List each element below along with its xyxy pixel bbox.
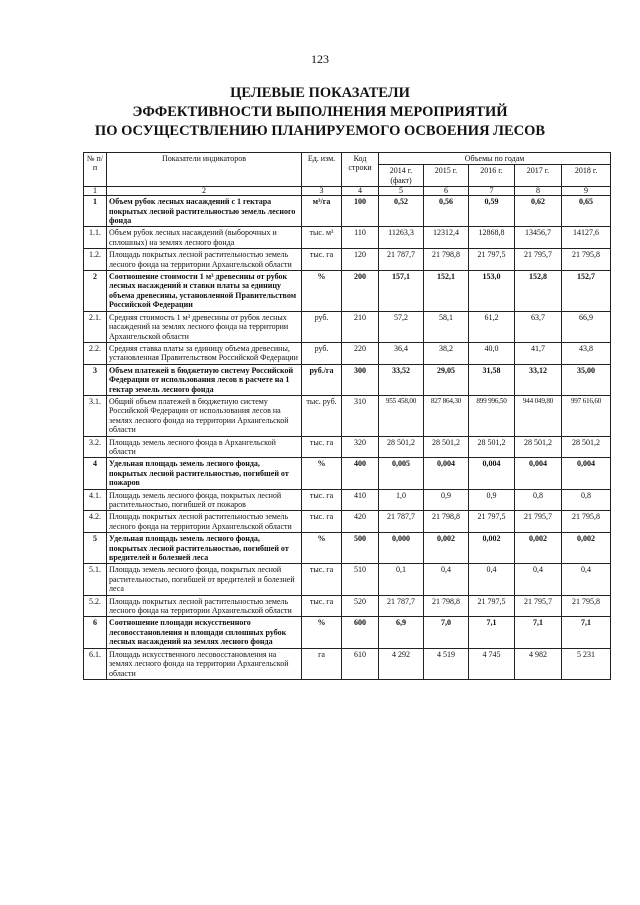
table-row <box>84 595 611 617</box>
year-value-cell: 0,000 <box>379 533 424 564</box>
column-index: 5 <box>379 187 424 196</box>
year-value-cell: 157,1 <box>379 271 424 312</box>
year-value-cell: 0,59 <box>469 196 515 227</box>
year-value-cell: 153,0 <box>469 271 515 312</box>
year-value-cell: 57,2 <box>379 311 424 342</box>
column-index: 4 <box>342 187 379 196</box>
year-value-cell: 21 797,5 <box>469 595 515 617</box>
year-value-cell: 21 795,7 <box>515 511 562 533</box>
year-value-cell: 0,4 <box>562 564 611 595</box>
row-number: 1.2. <box>84 249 107 271</box>
code-cell: 500 <box>342 533 379 564</box>
header-year: 2015 г. <box>424 165 469 187</box>
year-value-cell: 6,9 <box>379 617 424 648</box>
header-unit: Ед. изм. <box>302 153 342 187</box>
year-value-cell: 0,002 <box>515 533 562 564</box>
table-row <box>84 249 611 271</box>
row-number: 1 <box>84 196 107 227</box>
title-line: ЭФФЕКТИВНОСТИ ВЫПОЛНЕНИЯ МЕРОПРИЯТИЙ <box>132 104 508 120</box>
code-cell: 520 <box>342 595 379 617</box>
code-cell: 410 <box>342 489 379 511</box>
year-value-cell: 40,0 <box>469 342 515 364</box>
year-value-cell: 5 231 <box>562 648 611 679</box>
year-value-cell: 21 787,7 <box>379 249 424 271</box>
table-row <box>84 511 611 533</box>
indicator-name: Соотношение стоимости 1 м³ древесины от рубок лесных насаждений и ставки платы за единицу объема древесины, установленной Правительством Российской Федерации <box>107 271 302 312</box>
year-value-cell: 899 996,50 <box>469 395 515 436</box>
year-value-cell: 11263,3 <box>379 227 424 249</box>
year-value-cell: 21 797,5 <box>469 249 515 271</box>
year-value-cell: 4 982 <box>515 648 562 679</box>
year-value-cell: 13456,7 <box>515 227 562 249</box>
row-number: 4 <box>84 458 107 489</box>
title-line: ПО ОСУЩЕСТВЛЕНИЮ ПЛАНИРУЕМОГО ОСВОЕНИЯ ЛЕСОВ <box>94 123 546 139</box>
year-value-cell: 4 292 <box>379 648 424 679</box>
code-cell: 310 <box>342 395 379 436</box>
row-number: 3.1. <box>84 395 107 436</box>
indicator-name: Средняя ставка платы за единицу объема древесины, установленная Правительством Российской Федерации <box>107 342 302 364</box>
row-number: 3 <box>84 364 107 395</box>
year-value-cell: 0,002 <box>562 533 611 564</box>
column-index: 7 <box>469 187 515 196</box>
row-number: 2 <box>84 271 107 312</box>
year-value-cell: 21 787,7 <box>379 511 424 533</box>
year-value-cell: 0,002 <box>424 533 469 564</box>
year-value-cell: 0,004 <box>469 458 515 489</box>
unit-cell: тыс. га <box>302 489 342 511</box>
indicator-name: Площадь покрытых лесной растительностью земель лесного фонда на территории Архангельской области <box>107 595 302 617</box>
code-cell: 120 <box>342 249 379 271</box>
indicator-name: Площадь покрытых лесной растительностью земель лесного фонда на территории Архангельской области <box>107 511 302 533</box>
year-value-cell: 7,1 <box>562 617 611 648</box>
column-index: 2 <box>107 187 302 196</box>
unit-cell: тыс. руб. <box>302 395 342 436</box>
year-value-cell: 944 049,80 <box>515 395 562 436</box>
year-value-cell: 0,005 <box>379 458 424 489</box>
year-value-cell: 1,0 <box>379 489 424 511</box>
year-value-cell: 21 798,8 <box>424 595 469 617</box>
year-value-cell: 827 864,30 <box>424 395 469 436</box>
unit-cell: м³/га <box>302 196 342 227</box>
year-value-cell: 7,1 <box>469 617 515 648</box>
year-value-cell: 0,4 <box>515 564 562 595</box>
indicator-name: Объем рубок лесных насаждений (выборочных и сплошных) на землях лесного фонда <box>107 227 302 249</box>
code-cell: 600 <box>342 617 379 648</box>
year-value-cell: 152,1 <box>424 271 469 312</box>
year-value-cell: 0,65 <box>562 196 611 227</box>
year-value-cell: 12312,4 <box>424 227 469 249</box>
year-value-cell: 28 501,2 <box>379 436 424 458</box>
year-value-cell: 41,7 <box>515 342 562 364</box>
row-number: 5 <box>84 533 107 564</box>
year-value-cell: 21 795,8 <box>562 249 611 271</box>
table-row <box>84 648 611 679</box>
year-value-cell: 0,004 <box>562 458 611 489</box>
year-value-cell: 28 501,2 <box>424 436 469 458</box>
page-number: 123 <box>311 52 329 66</box>
unit-cell: тыс. га <box>302 436 342 458</box>
unit-cell: тыс. м³ <box>302 227 342 249</box>
year-value-cell: 4 519 <box>424 648 469 679</box>
indicator-name: Площадь искусственного лесовосстановления на землях лесного фонда на территории Архангельской области <box>107 648 302 679</box>
column-index: 1 <box>84 187 107 196</box>
table-row <box>84 271 611 312</box>
unit-cell: % <box>302 271 342 312</box>
year-value-cell: 58,1 <box>424 311 469 342</box>
table-row <box>84 395 611 436</box>
indicator-name: Средняя стоимость 1 м³ древесины от рубок лесных насаждений на землях лесного фонда на территории Архангельской области <box>107 311 302 342</box>
column-index-row <box>84 187 611 196</box>
code-cell: 100 <box>342 196 379 227</box>
unit-cell: руб. <box>302 311 342 342</box>
year-value-cell: 7,1 <box>515 617 562 648</box>
indicator-name: Площадь земель лесного фонда, покрытых лесной растительностью, погибшей от пожаров <box>107 489 302 511</box>
indicator-name: Соотношение площади искусственного лесовосстановления и площади сплошных рубок лесных насаждений на землях лесного фонда <box>107 617 302 648</box>
unit-cell: тыс. га <box>302 564 342 595</box>
year-value-cell: 0,9 <box>469 489 515 511</box>
column-index: 3 <box>302 187 342 196</box>
year-value-cell: 0,4 <box>469 564 515 595</box>
unit-cell: % <box>302 617 342 648</box>
year-value-cell: 955 458,00 <box>379 395 424 436</box>
unit-cell: тыс. га <box>302 511 342 533</box>
table-row <box>84 196 611 227</box>
header-year: 2017 г. <box>515 165 562 187</box>
document-title <box>0 84 640 141</box>
title-line: ЦЕЛЕВЫЕ ПОКАЗАТЕЛИ <box>230 85 410 101</box>
table-row <box>84 458 611 489</box>
indicator-name: Площадь покрытых лесной растительностью земель лесного фонда на территории Архангельской области <box>107 249 302 271</box>
table-row <box>84 227 611 249</box>
column-index: 8 <box>515 187 562 196</box>
table-row <box>84 617 611 648</box>
year-value-cell: 0,8 <box>515 489 562 511</box>
table-row <box>84 436 611 458</box>
code-cell: 510 <box>342 564 379 595</box>
year-value-cell: 63,7 <box>515 311 562 342</box>
table-row <box>84 564 611 595</box>
year-value-cell: 21 797,5 <box>469 511 515 533</box>
year-value-cell: 0,002 <box>469 533 515 564</box>
unit-cell: % <box>302 533 342 564</box>
year-value-cell: 28 501,2 <box>469 436 515 458</box>
year-value-cell: 28 501,2 <box>515 436 562 458</box>
year-value-cell: 21 795,7 <box>515 249 562 271</box>
unit-cell: тыс. га <box>302 249 342 271</box>
year-value-cell: 0,56 <box>424 196 469 227</box>
header-year: 2018 г. <box>562 165 611 187</box>
row-number: 4.1. <box>84 489 107 511</box>
table-row <box>84 364 611 395</box>
year-value-cell: 66,9 <box>562 311 611 342</box>
unit-cell: руб. <box>302 342 342 364</box>
year-value-cell: 4 745 <box>469 648 515 679</box>
indicator-name: Площадь земель лесного фонда в Архангельской области <box>107 436 302 458</box>
code-cell: 200 <box>342 271 379 312</box>
year-value-cell: 33,12 <box>515 364 562 395</box>
year-value-cell: 61,2 <box>469 311 515 342</box>
unit-cell: руб./га <box>302 364 342 395</box>
year-value-cell: 43,8 <box>562 342 611 364</box>
table-row <box>84 533 611 564</box>
year-value-cell: 21 795,8 <box>562 511 611 533</box>
year-value-cell: 21 798,8 <box>424 249 469 271</box>
year-value-cell: 28 501,2 <box>562 436 611 458</box>
year-value-cell: 21 787,7 <box>379 595 424 617</box>
row-number: 6.1. <box>84 648 107 679</box>
code-cell: 320 <box>342 436 379 458</box>
row-number: 4.2. <box>84 511 107 533</box>
header-years-group: Объемы по годам <box>379 153 611 165</box>
header-num: № п/п <box>84 153 107 187</box>
unit-cell: % <box>302 458 342 489</box>
year-value-cell: 38,2 <box>424 342 469 364</box>
year-value-cell: 152,7 <box>562 271 611 312</box>
row-number: 5.2. <box>84 595 107 617</box>
year-value-cell: 997 616,60 <box>562 395 611 436</box>
indicator-name: Площадь земель лесного фонда, покрытых лесной растительностью, погибшей от вредителей и болезней леса <box>107 564 302 595</box>
year-value-cell: 12868,8 <box>469 227 515 249</box>
header-year: 2014 г. (факт) <box>379 165 424 187</box>
year-value-cell: 14127,6 <box>562 227 611 249</box>
year-value-cell: 0,4 <box>424 564 469 595</box>
year-value-cell: 0,52 <box>379 196 424 227</box>
year-value-cell: 0,1 <box>379 564 424 595</box>
year-value-cell: 21 795,7 <box>515 595 562 617</box>
indicator-name: Объем рубок лесных насаждений с 1 гектара покрытых лесной растительностью земель лесного фонда <box>107 196 302 227</box>
row-number: 5.1. <box>84 564 107 595</box>
table-row <box>84 489 611 511</box>
indicator-name: Удельная площадь земель лесного фонда, покрытых лесной растительностью, погибшей от пожаров <box>107 458 302 489</box>
year-value-cell: 7,0 <box>424 617 469 648</box>
year-value-cell: 29,05 <box>424 364 469 395</box>
code-cell: 110 <box>342 227 379 249</box>
code-cell: 220 <box>342 342 379 364</box>
code-cell: 400 <box>342 458 379 489</box>
header-code: Код строки <box>342 153 379 187</box>
row-number: 3.2. <box>84 436 107 458</box>
year-value-cell: 0,9 <box>424 489 469 511</box>
year-value-cell: 31,58 <box>469 364 515 395</box>
code-cell: 420 <box>342 511 379 533</box>
row-number: 6 <box>84 617 107 648</box>
indicator-name: Объем платежей в бюджетную систему Российской Федерации от использования лесов в расчете на 1 гектар земель лесного фонда <box>107 364 302 395</box>
unit-cell: га <box>302 648 342 679</box>
code-cell: 610 <box>342 648 379 679</box>
row-number: 2.1. <box>84 311 107 342</box>
table-row <box>84 342 611 364</box>
row-number: 1.1. <box>84 227 107 249</box>
year-value-cell: 152,8 <box>515 271 562 312</box>
header-indicator: Показатели индикаторов <box>107 153 302 187</box>
year-value-cell: 35,00 <box>562 364 611 395</box>
year-value-cell: 21 798,8 <box>424 511 469 533</box>
indicators-table <box>83 152 611 680</box>
year-value-cell: 0,004 <box>515 458 562 489</box>
year-value-cell: 21 795,8 <box>562 595 611 617</box>
indicator-name: Общий объем платежей в бюджетную систему Российской Федерации от использования лесов на землях лесного фонда на территории Архангельской области <box>107 395 302 436</box>
code-cell: 210 <box>342 311 379 342</box>
row-number: 2.2. <box>84 342 107 364</box>
table-row <box>84 311 611 342</box>
indicator-name: Удельная площадь земель лесного фонда, покрытых лесной растительностью, погибшей от вредителей и болезней леса <box>107 533 302 564</box>
year-value-cell: 0,62 <box>515 196 562 227</box>
year-value-cell: 0,004 <box>424 458 469 489</box>
unit-cell: тыс. га <box>302 595 342 617</box>
year-value-cell: 36,4 <box>379 342 424 364</box>
code-cell: 300 <box>342 364 379 395</box>
year-value-cell: 0,8 <box>562 489 611 511</box>
column-index: 6 <box>424 187 469 196</box>
header-year: 2016 г. <box>469 165 515 187</box>
year-value-cell: 33,52 <box>379 364 424 395</box>
column-index: 9 <box>562 187 611 196</box>
